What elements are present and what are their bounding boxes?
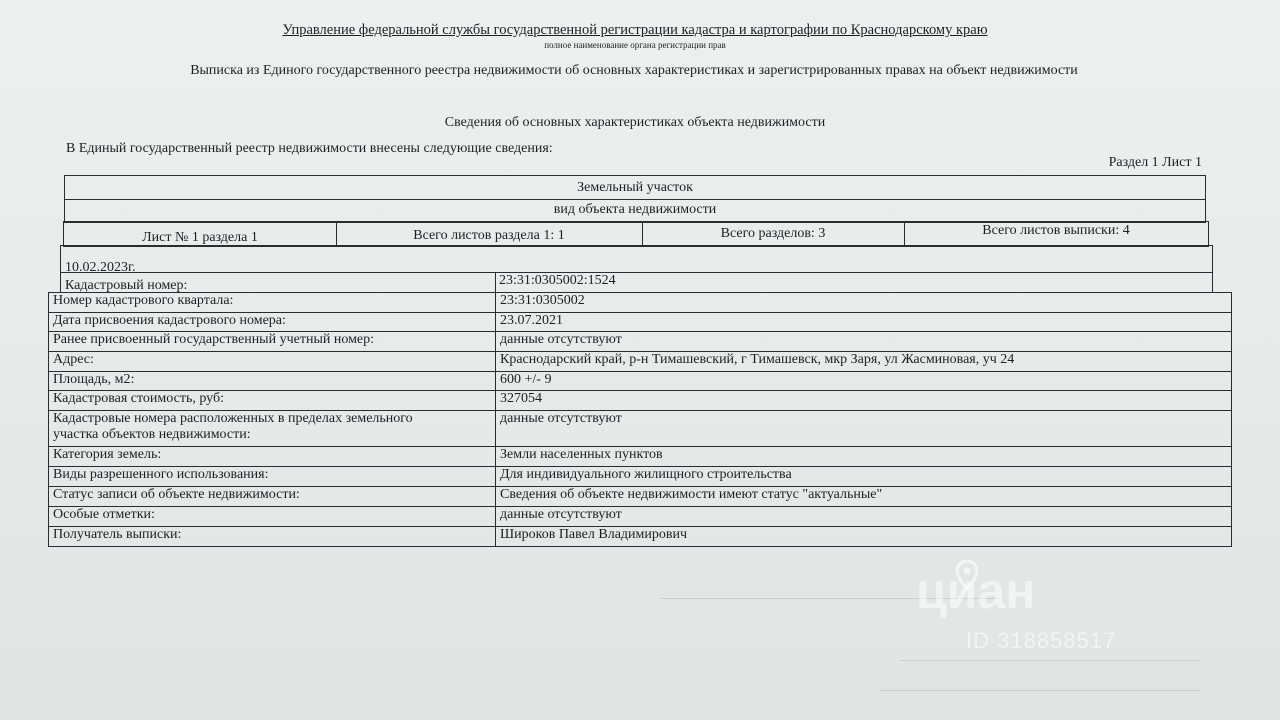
- object-type-caption: вид объекта недвижимости: [553, 202, 717, 217]
- row-label: Номер кадастрового квартала:: [49, 293, 496, 313]
- row-value: Широков Павел Владимирович: [496, 527, 1232, 547]
- watermark-id: ID 318858517: [966, 628, 1117, 653]
- sheets-in-section: Всего листов раздела 1: 1: [413, 228, 565, 243]
- row-value: данные отсутствуют: [496, 411, 1232, 447]
- watermark-logo: циан: [916, 563, 1036, 619]
- sheet-number: Лист № 1 раздела 1: [142, 230, 258, 245]
- section-title: Сведения об основных характеристиках объекта недвижимости: [444, 115, 826, 130]
- bleed-through-line: [900, 660, 1200, 661]
- table-row: [49, 467, 1232, 487]
- table-row: [49, 447, 1232, 467]
- row-label: Кадастровые номера расположенных в пределах земельного участка объектов недвижимости:: [49, 411, 496, 447]
- row-label: Особые отметки:: [49, 507, 496, 527]
- bleed-through-line: [880, 690, 1200, 691]
- cadastral-number-value: 23:31:0305002:1524: [499, 273, 616, 288]
- row-label: Статус записи об объекте недвижимости:: [49, 487, 496, 507]
- org-name: Управление федеральной службы государственной регистрации кадастра и картографии по Краснодарскому краю: [282, 22, 988, 38]
- row-value: данные отсутствуют: [496, 332, 1232, 352]
- table-row: [49, 391, 1232, 411]
- table-row: [49, 372, 1232, 391]
- row-value: 23.07.2021: [496, 313, 1232, 332]
- intro-text: В Единый государственный реестр недвижимости внесены следующие сведения:: [66, 141, 553, 156]
- row-value: 600 +/- 9: [496, 372, 1232, 391]
- characteristics-table: [48, 292, 1232, 547]
- table-row: [49, 293, 1232, 313]
- document-title: Выписка из Единого государственного реестра недвижимости об основных характеристиках и зарегистрированных правах на объект недвижимости: [190, 63, 1078, 78]
- extract-date: 10.02.2023г.: [65, 260, 136, 275]
- row-value: Краснодарский край, р-н Тимашевский, г Тимашевск, мкр Заря, ул Жасминовая, уч 24: [496, 352, 1232, 372]
- sheets-row: [63, 221, 1209, 247]
- row-label: Адрес:: [49, 352, 496, 372]
- date-block: [60, 245, 1213, 293]
- row-value: Земли населенных пунктов: [496, 447, 1232, 467]
- table-row: [49, 332, 1232, 352]
- org-caption: полное наименование органа регистрации прав: [544, 40, 726, 50]
- row-value: данные отсутствуют: [496, 507, 1232, 527]
- row-label: Кадастровая стоимость, руб:: [49, 391, 496, 411]
- row-label: Получатель выписки:: [49, 527, 496, 547]
- row-value: 327054: [496, 391, 1232, 411]
- row-value: Сведения об объекте недвижимости имеют статус "актуальные": [496, 487, 1232, 507]
- table-row: [49, 411, 1232, 447]
- sections-total: Всего разделов: 3: [720, 226, 826, 241]
- cadastral-number-label: Кадастровый номер:: [65, 278, 188, 293]
- row-value: 23:31:0305002: [496, 293, 1232, 313]
- row-label: Категория земель:: [49, 447, 496, 467]
- object-type: Земельный участок: [577, 180, 693, 195]
- row-label: Ранее присвоенный государственный учетный номер:: [49, 332, 496, 352]
- row-label: Площадь, м2:: [49, 372, 496, 391]
- row-label: Дата присвоения кадастрового номера:: [49, 313, 496, 332]
- table-row: [49, 352, 1232, 372]
- row-value: Для индивидуального жилищного строительства: [496, 467, 1232, 487]
- table-row: [49, 313, 1232, 332]
- table-row: [49, 507, 1232, 527]
- object-type-box: [64, 175, 1206, 223]
- row-label: Виды разрешенного использования:: [49, 467, 496, 487]
- sheets-total: Всего листов выписки: 4: [982, 223, 1130, 238]
- sheet-reference: Раздел 1 Лист 1: [1108, 155, 1202, 170]
- table-row: [49, 527, 1232, 547]
- table-row: [49, 487, 1232, 507]
